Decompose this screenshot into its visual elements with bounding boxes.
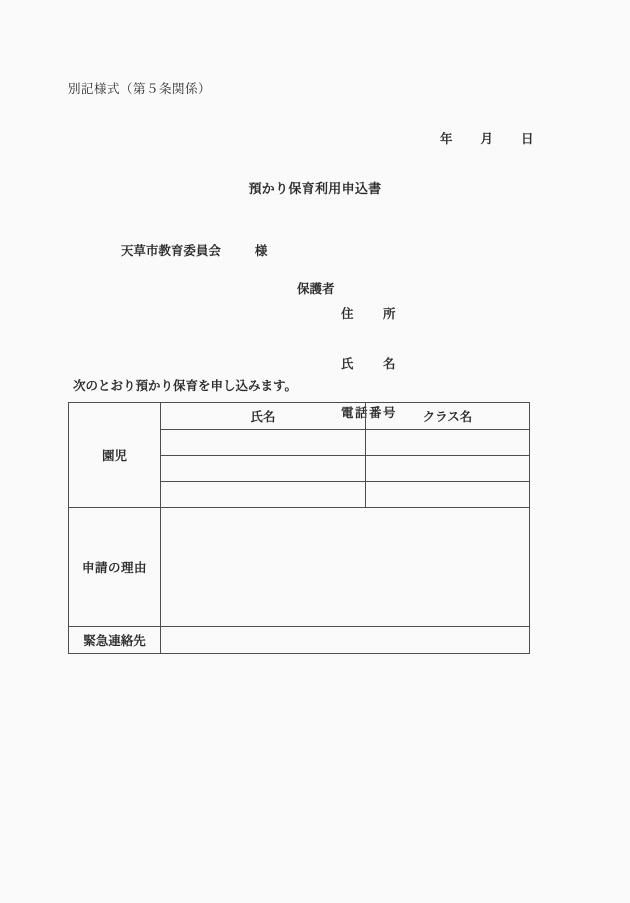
child-class-cell <box>366 430 530 456</box>
date-line: 年 月 日 <box>440 132 535 146</box>
application-table <box>68 402 530 654</box>
guardian-address-label: 住 所 <box>341 307 398 321</box>
addressee-name: 天草市教育委員会 <box>120 243 221 258</box>
emergency-row <box>69 627 530 654</box>
guardian-name-label: 氏 名 <box>341 356 398 371</box>
document-title: 預かり保育利用申込書 <box>248 181 382 196</box>
child-name-cell <box>161 430 366 456</box>
reason-input-cell <box>161 508 530 627</box>
application-table-body <box>69 403 530 654</box>
class-column-header: クラス名 <box>366 403 530 430</box>
child-section-label-cell: 園児 <box>69 403 161 508</box>
addressee-honorific: 様 <box>254 243 268 258</box>
emergency-label-cell: 緊急連絡先 <box>69 627 161 654</box>
child-name-cell <box>161 456 366 482</box>
addressee-row <box>107 232 267 270</box>
guardian-phone-label: 電話番号 <box>341 406 398 420</box>
reason-label-cell: 申請の理由 <box>69 508 161 627</box>
child-class-cell <box>366 482 530 508</box>
table-header-row <box>69 403 530 430</box>
application-intro-sentence: 次のとおり預かり保育を申し込みます。 <box>73 379 298 393</box>
child-name-cell <box>161 482 366 508</box>
guardian-label: 保護者 <box>297 282 335 296</box>
form-style-note: 別記様式（第５条関係） <box>68 82 212 96</box>
child-class-cell <box>366 456 530 482</box>
reason-row <box>69 508 530 627</box>
emergency-input-cell <box>161 627 530 654</box>
name-column-header: 氏名 <box>161 403 366 430</box>
